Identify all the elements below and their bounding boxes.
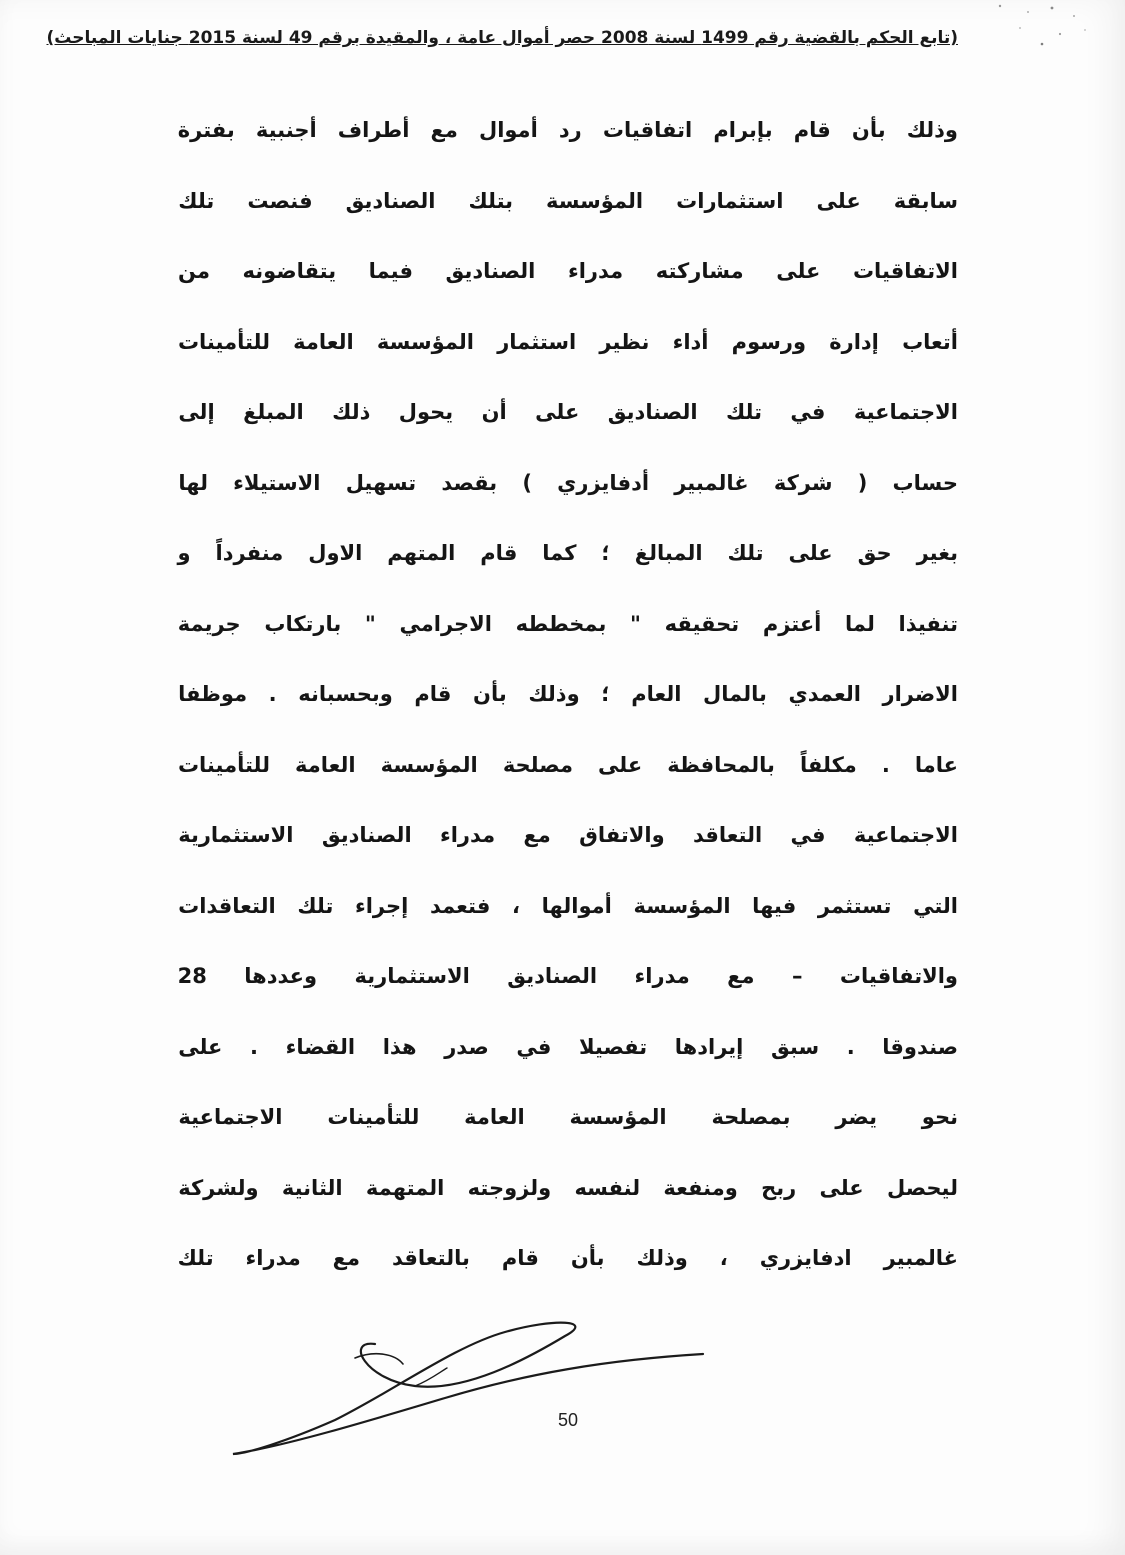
- text-line: [178, 1012, 958, 1083]
- text-line-content: نحو يضر بمصلحة المؤسسة العامة للتأمينات الاجتماعية: [178, 1105, 958, 1130]
- text-line-content: تنفيذا لما أعتزم تحقيقه " بمخططه الاجرامي " بارتكاب جريمة: [177, 611, 958, 636]
- text-line: [178, 448, 958, 519]
- text-line: [178, 1082, 958, 1153]
- text-line-content: غالمبير ادفايزري ، وذلك بأن قام بالتعاقد مع مدراء تلك: [177, 1246, 958, 1271]
- text-line: [178, 589, 958, 660]
- text-line-content: الاجتماعية في التعاقد والاتفاق مع مدراء الصناديق الاستثمارية: [178, 823, 958, 848]
- text-line-content: الاتفاقيات على مشاركته مدراء الصناديق فيما يتقاضونه من: [178, 259, 958, 284]
- text-line: [178, 95, 958, 166]
- text-line-content: حساب ( شركة غالمبير أدفايزري ) بقصد تسهيل الاستيلاء لها: [178, 470, 958, 495]
- text-line: [178, 941, 958, 1012]
- scan-artifact-dots: [990, 0, 1110, 60]
- text-line: [178, 1223, 958, 1294]
- text-line-content: عاما . مكلفاً بالمحافظة على مصلحة المؤسسة العامة للتأمينات: [177, 752, 958, 777]
- text-line-content: صندوقا . سبق إيرادها تفصيلا في صدر هذا القضاء . على: [178, 1034, 958, 1059]
- handwritten-signature: [225, 1320, 725, 1470]
- text-line: [178, 659, 958, 730]
- case-reference-header: (تابع الحكم بالقضية رقم 1499 لسنة 2008 حصر أموال عامة ، والمقيدة برقم 49 لسنة 2015 جنايات المباحث): [46, 28, 958, 48]
- text-line: [178, 730, 958, 801]
- text-line-content: الاضرار العمدي بالمال العام ؛ وذلك بأن قام وبحسبانه . موظفا: [178, 682, 958, 707]
- text-line: [178, 1153, 958, 1224]
- text-line: [178, 518, 958, 589]
- text-line-content: ليحصل على ربح ومنفعة لنفسه ولزوجته المتهمة الثانية ولشركة: [178, 1175, 958, 1200]
- text-line-content: والاتفاقيات – مع مدراء الصناديق الاستثمارية وعددها 28: [177, 964, 958, 989]
- text-line-content: سابقة على استثمارات المؤسسة بتلك الصناديق فنصت تلك: [178, 188, 958, 213]
- text-line: [178, 377, 958, 448]
- text-line-content: أتعاب إدارة ورسوم أداء نظير استثمار المؤسسة العامة للتأمينات: [177, 329, 958, 354]
- text-line: [178, 871, 958, 942]
- judgment-body-text: [178, 95, 958, 1294]
- text-line-content: الاجتماعية في تلك الصناديق على أن يحول ذلك المبلغ إلى: [178, 400, 958, 425]
- text-line: [178, 800, 958, 871]
- text-line-content: وذلك بأن قام بإبرام اتفاقيات رد أموال مع أطراف أجنبية بفترة: [177, 118, 958, 143]
- page-number: 50: [557, 1410, 579, 1430]
- text-line: [178, 236, 958, 307]
- text-line: [178, 307, 958, 378]
- text-line: [178, 166, 958, 237]
- text-line-content: التي تستثمر فيها المؤسسة أموالها ، فتعمد إجراء تلك التعاقدات: [178, 893, 958, 918]
- text-line-content: بغير حق على تلك المبالغ ؛ كما قام المتهم الاول منفرداً و: [177, 541, 958, 566]
